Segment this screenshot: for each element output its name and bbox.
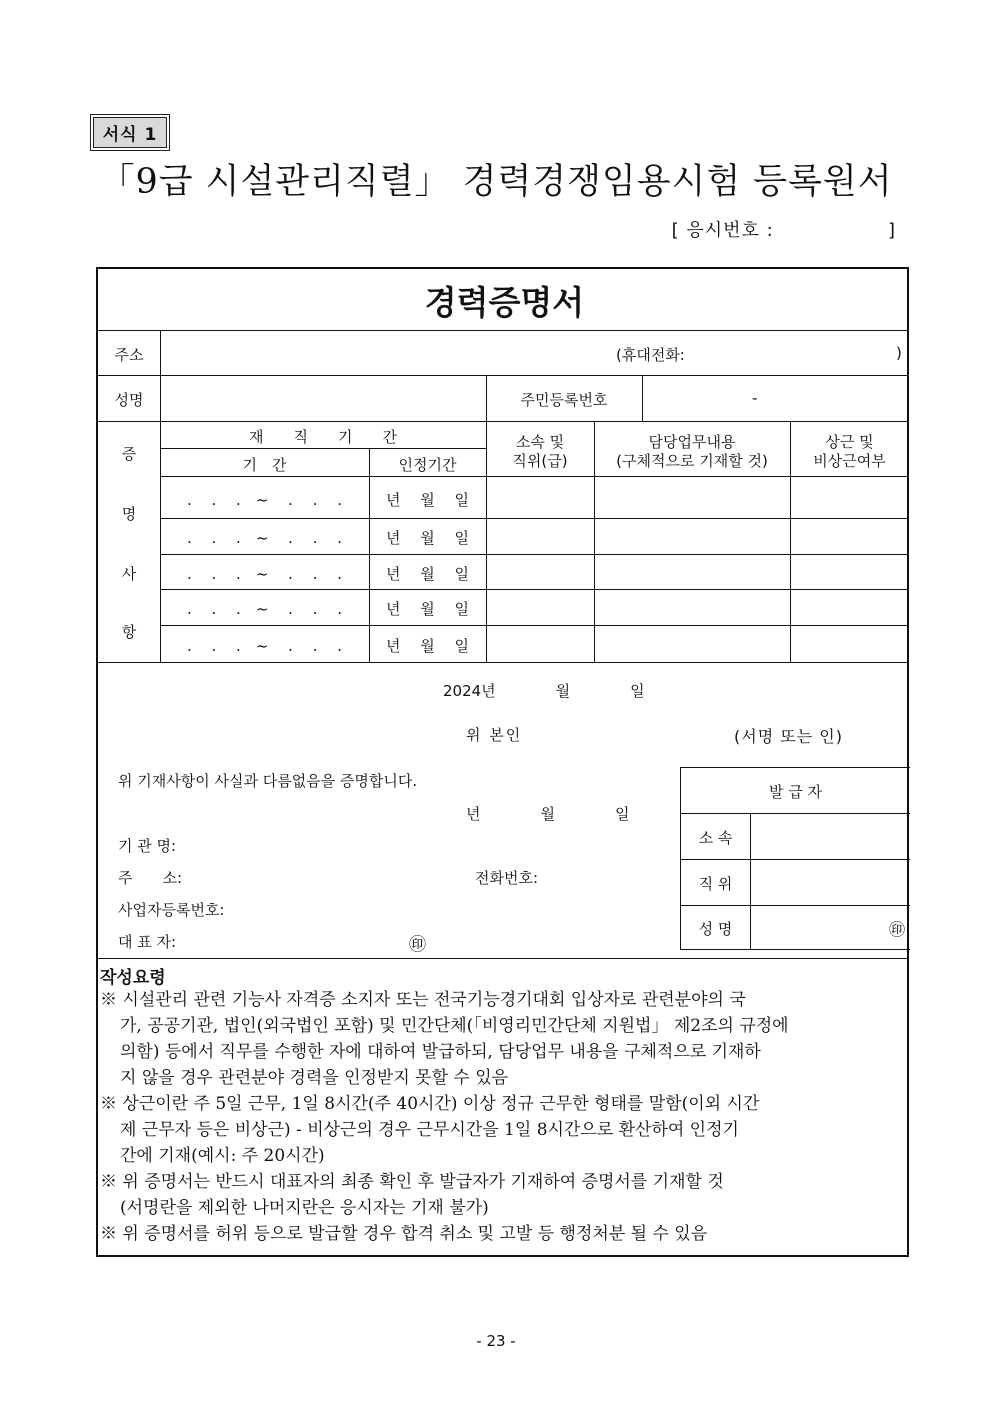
side-label-char: 항 [121, 623, 137, 641]
issuer-position-label: 직 위 [698, 875, 733, 893]
duty-header-line2: (구체적으로 기재할 것) [616, 452, 768, 470]
career-certificate-form [96, 267, 909, 1257]
guide-title: 작성요령 [100, 968, 166, 988]
issuer-table [680, 767, 910, 950]
fulltime-header-line2: 비상근여부 [813, 452, 886, 470]
representative-label: 대 표 자: [118, 933, 177, 951]
period-header: 기 간 [242, 456, 287, 474]
period-cell: . . . ~ . . . [186, 565, 343, 583]
side-label-char: 증 [121, 445, 137, 463]
period-cell: . . . ~ . . . [186, 491, 343, 509]
recognized-period-header: 인정기간 [398, 456, 457, 474]
org-address-label: 주 소: [118, 869, 183, 887]
applicant-sign-label: 위 본인 [466, 726, 523, 744]
issuer-seal: ㊞ [889, 920, 906, 939]
guide-line: ※ 상근이란 주 5일 근무, 1일 8시간(주 40시간) 이상 정규 근무한 형태를 말함(이외 시간 [100, 1094, 760, 1114]
guide-line: 의함) 등에서 직무를 수행한 자에 대하여 발급하되, 담당업무 내용을 구체적으로 기재하 [120, 1042, 761, 1062]
issuer-affiliation-label: 소 속 [698, 829, 733, 847]
page-number: - 23 - [476, 1332, 516, 1350]
issuer-name-label: 성 명 [698, 920, 733, 938]
period-cell: . . . ~ . . . [186, 600, 343, 618]
business-number-label: 사업자등록번호: [118, 901, 225, 919]
resident-number-dash: - [752, 389, 758, 407]
mobile-phone-close: ) [896, 344, 902, 362]
duty-header-line1: 담당업무내용 [648, 433, 736, 451]
exam-number-field: [ 응시번호 : ] [671, 220, 896, 241]
period-cell: . . . ~ . . . [186, 637, 343, 655]
certificate-title: 경력증명서 [424, 283, 585, 322]
recognized-cell: 년 월 일 [385, 600, 469, 618]
form-number-tag: 서식 1 [93, 117, 167, 148]
recognized-cell: 년 월 일 [385, 491, 469, 509]
guide-line: ※ 위 증명서는 반드시 대표자의 최종 확인 후 발급자가 기재하여 증명서를 기재할 것 [100, 1172, 724, 1192]
guide-line: ※ 시설관리 관련 기능사 자격증 소지자 또는 전국기능경기대회 입상자로 관련분야의 국 [100, 990, 746, 1010]
applicant-date: 2024년 월 일 [443, 682, 645, 700]
recognized-cell: 년 월 일 [385, 565, 469, 583]
affiliation-header-line2: 직위(급) [512, 452, 568, 470]
issue-date: 년 월 일 [466, 805, 630, 823]
guide-line: 간에 기재(예시: 주 20시간) [120, 1146, 325, 1166]
applicant-sign-hint: (서명 또는 인) [734, 727, 843, 746]
guide-line: (서명란을 제외한 나머지란은 응시자는 기재 불가) [120, 1198, 489, 1218]
recognized-cell: 년 월 일 [385, 529, 469, 547]
resident-number-label: 주민등록번호 [520, 391, 608, 409]
period-cell: . . . ~ . . . [186, 529, 343, 547]
page-title: 「9급 시설관리직렬」 경력경쟁임용시험 등록원서 [99, 162, 893, 202]
representative-seal: ㊞ [409, 935, 426, 955]
guide-line: ※ 위 증명서를 허위 등으로 발급할 경우 합격 취소 및 고발 등 행정처분 될 수 있음 [100, 1224, 708, 1244]
guide-line: 제 근무자 등은 비상근) - 비상근의 경우 근무시간을 1일 8시간으로 환산하여 인정기 [120, 1120, 739, 1140]
org-phone-label: 전화번호: [475, 869, 539, 887]
address-label: 주소 [114, 346, 144, 364]
side-label-char: 사 [121, 565, 137, 583]
guide-line: 가, 공공기관, 법인(외국법인 포함) 및 민간단체(「비영리민간단체 지원법」 제2조의 규정에 [120, 1016, 789, 1036]
guide-list [100, 987, 906, 1247]
mobile-phone-label: (휴대전화: [616, 346, 685, 364]
affiliation-header-line1: 소속 및 [515, 433, 565, 451]
recognized-cell: 년 월 일 [385, 637, 469, 655]
issuer-header: 발 급 자 [768, 783, 822, 801]
side-label-char: 명 [121, 505, 137, 523]
employment-period-header: 재 직 기 간 [249, 428, 397, 446]
name-label: 성명 [114, 391, 144, 409]
fulltime-header-line1: 상근 및 [825, 433, 874, 451]
org-name-label: 기 관 명: [118, 837, 177, 855]
guide-line: 지 않을 경우 관련분야 경력을 인정받지 못할 수 있음 [120, 1068, 509, 1088]
certify-statement: 위 기재사항이 사실과 다름없음을 증명합니다. [118, 772, 418, 790]
